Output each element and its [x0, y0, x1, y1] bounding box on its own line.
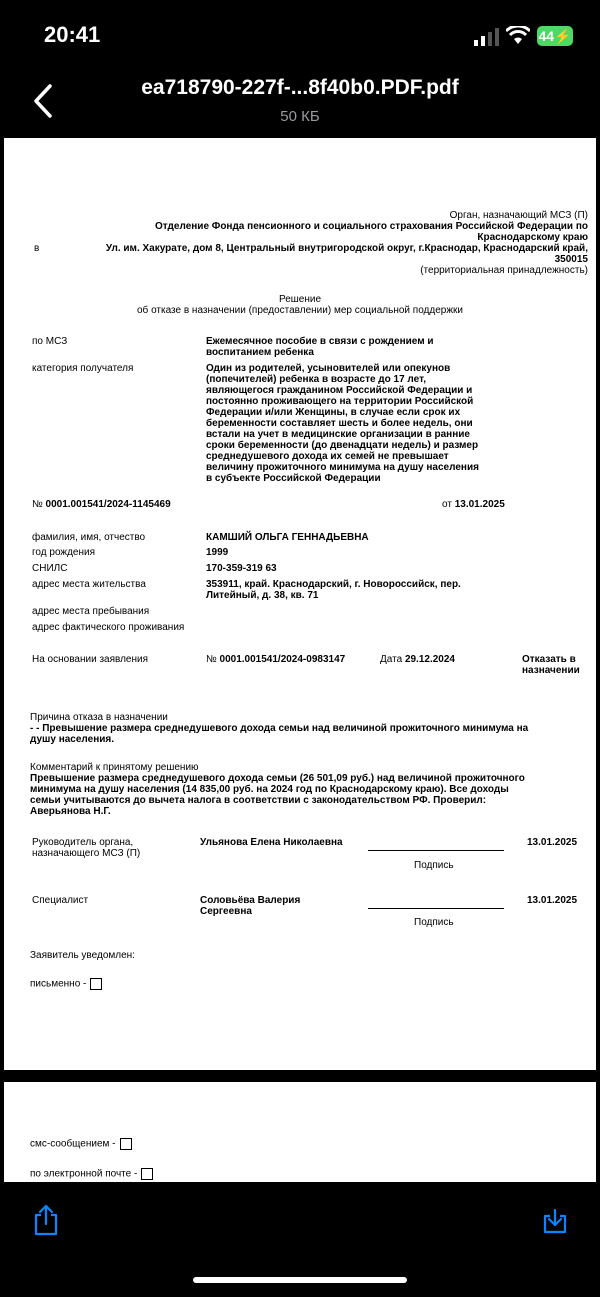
comment-line: минимума на душу населения (14 835,00 руб. на 2024 год по Краснодарскому краю). Все доходы: [30, 784, 509, 795]
category-line: являющегося гражданином Российской Федерации и: [206, 385, 473, 396]
head-name: Ульянова Елена Николаевна: [200, 837, 343, 848]
written-label: письменно -: [30, 978, 87, 990]
org-label: Орган, назначающий МСЗ (П): [449, 210, 588, 221]
application-date: [380, 654, 455, 665]
reason-line-1: - - Превышение размера среднедушевого дохода семьи над величиной прожиточного минимума на: [30, 723, 529, 734]
head-signature-caption: Подпись: [414, 860, 454, 871]
email-label: по электронной почте -: [30, 1168, 138, 1180]
fio-value: КАМШИЙ ОЛЬГА ГЕННАДЬЕВНА: [206, 532, 369, 543]
category-line: величину прожиточного минимума на душу населения: [206, 462, 479, 473]
category-line: встали на учет в медицинские организации в ранние: [206, 429, 470, 440]
app-date-value: 29.12.2024: [404, 654, 455, 665]
address-line-1: 353911, край. Краснодарский, г. Новороссийск, пер.: [206, 579, 461, 590]
sms-checkbox: [120, 1138, 132, 1150]
number-value: 0001.001541/2024-1145469: [45, 499, 171, 510]
date-value: 13.01.2025: [454, 499, 505, 510]
email-checkbox: [141, 1168, 153, 1180]
nav-bar: [0, 70, 600, 136]
status-time: 20:41: [44, 22, 101, 47]
number-prefix: №: [32, 499, 43, 510]
email-notice: [30, 1168, 153, 1180]
decision-number: [32, 499, 171, 510]
comment-line: Аверьянова Н.Г.: [30, 806, 111, 817]
specialist-name-line-2: Сергеевна: [200, 906, 252, 917]
stay-address-label: адрес места пребывания: [32, 606, 150, 617]
file-size: 50 КБ: [280, 108, 320, 125]
actual-address-label: адрес фактического проживания: [32, 622, 185, 633]
cellular-signal-icon: [474, 28, 500, 46]
written-checkbox: [90, 978, 102, 990]
comment-line: Превышение размера среднедушевого дохода семьи (26 501,09 руб.) над величиной прожиточного: [30, 773, 525, 784]
org-name-line-1: Отделение Фонда пенсионного и социального страхования Российской Федерации по: [155, 221, 588, 232]
fio-label: фамилия, имя, отчество: [32, 532, 146, 543]
pdf-page-2[interactable]: [4, 1082, 596, 1182]
birth-value: 1999: [206, 547, 229, 558]
snils-value: 170-359-319 63: [206, 563, 277, 574]
category-line: постоянно проживающего на территории Российской: [206, 396, 474, 407]
application-number: [206, 654, 345, 665]
notified-label: Заявитель уведомлен:: [30, 950, 135, 961]
specialist-signature-caption: Подпись: [414, 917, 454, 928]
decision-date: [442, 499, 505, 510]
app-date-prefix: Дата: [380, 654, 403, 665]
head-signature-line: [368, 850, 504, 851]
org-address-line-2: 350015: [554, 254, 588, 265]
birth-label: год рождения: [32, 547, 96, 558]
head-label-line-2: назначающего МСЗ (П): [32, 848, 141, 859]
sms-notice: [30, 1138, 132, 1150]
org-address-line-1: Ул. им. Хакурате, дом 8, Центральный внутригородской округ, г.Краснодар, Краснодарский край,: [105, 243, 588, 254]
file-title: ea718790-227f-...8f40b0.PDF.pdf: [141, 76, 459, 99]
app-number-value: 0001.001541/2024-0983147: [219, 654, 346, 665]
specialist-signature-line: [368, 908, 504, 909]
wifi-icon: [506, 26, 530, 46]
specialist-name-line-1: Соловьёва Валерия: [200, 895, 301, 906]
home-indicator[interactable]: [193, 1277, 407, 1283]
category-line: беременности составляет шесть и более недель, они: [206, 418, 473, 429]
result-line-1: Отказать в: [522, 654, 576, 665]
org-name-line-2: Краснодарскому краю: [477, 232, 588, 243]
category-line: сроки беременности (до двенадцати недель) и размер: [206, 440, 479, 451]
head-label-line-1: Руководитель органа,: [32, 837, 134, 848]
share-icon[interactable]: [33, 1204, 59, 1236]
status-bar: [0, 0, 600, 70]
decision-subtitle: об отказе в назначении (предоставлении) мер социальной поддержки: [137, 305, 463, 316]
comment-line: семьи учитываются до вычета налога в соответствии с законодательством РФ. Проверил:: [30, 795, 487, 806]
address-label: адрес места жительства: [32, 579, 146, 590]
category-value: [206, 363, 479, 484]
msz-value-line-1: Ежемесячное пособие в связи с рождением и: [206, 336, 434, 347]
comment-label: Комментарий к принятому решению: [30, 762, 199, 773]
category-line: среднедушевого дохода их семей не превышает: [206, 451, 449, 462]
sms-label: смс-сообщением -: [30, 1138, 116, 1150]
written-notice: [30, 978, 102, 990]
category-line: Один из родителей, усыновителей или опекунов: [206, 363, 451, 374]
address-line-2: Литейный, д. 38, кв. 71: [206, 590, 319, 601]
category-line: (попечителей) ребенка в возрасте до 17 лет,: [206, 374, 427, 385]
msz-value-line-2: воспитанием ребенка: [206, 347, 314, 358]
category-line: в субъекте Российской Федерации: [206, 473, 381, 484]
head-date: 13.01.2025: [527, 837, 578, 848]
msz-label: по МСЗ: [32, 336, 68, 347]
category-label: категория получателя: [32, 363, 134, 374]
pdf-page-1[interactable]: [4, 138, 596, 1070]
territorial-note: (территориальная принадлежность): [420, 265, 588, 276]
org-address-prefix: в: [34, 243, 40, 254]
reason-line-2: душу населения.: [30, 734, 115, 745]
reason-label: Причина отказа в назначении: [30, 712, 168, 723]
category-line: Федерации и/или Женщины, в случае если срок их: [206, 407, 461, 418]
date-prefix: от: [442, 499, 452, 510]
basis-label: На основании заявления: [32, 654, 149, 665]
snils-label: СНИЛС: [32, 563, 68, 574]
save-to-files-icon[interactable]: [541, 1208, 569, 1236]
result-line-2: назначении: [522, 665, 580, 676]
app-number-prefix: №: [206, 654, 217, 665]
decision-title: Решение: [278, 294, 322, 305]
battery-icon: 44⚡: [538, 28, 572, 44]
specialist-date: 13.01.2025: [527, 895, 578, 906]
battery-level: 44: [538, 28, 555, 44]
specialist-label: Специалист: [32, 895, 89, 906]
